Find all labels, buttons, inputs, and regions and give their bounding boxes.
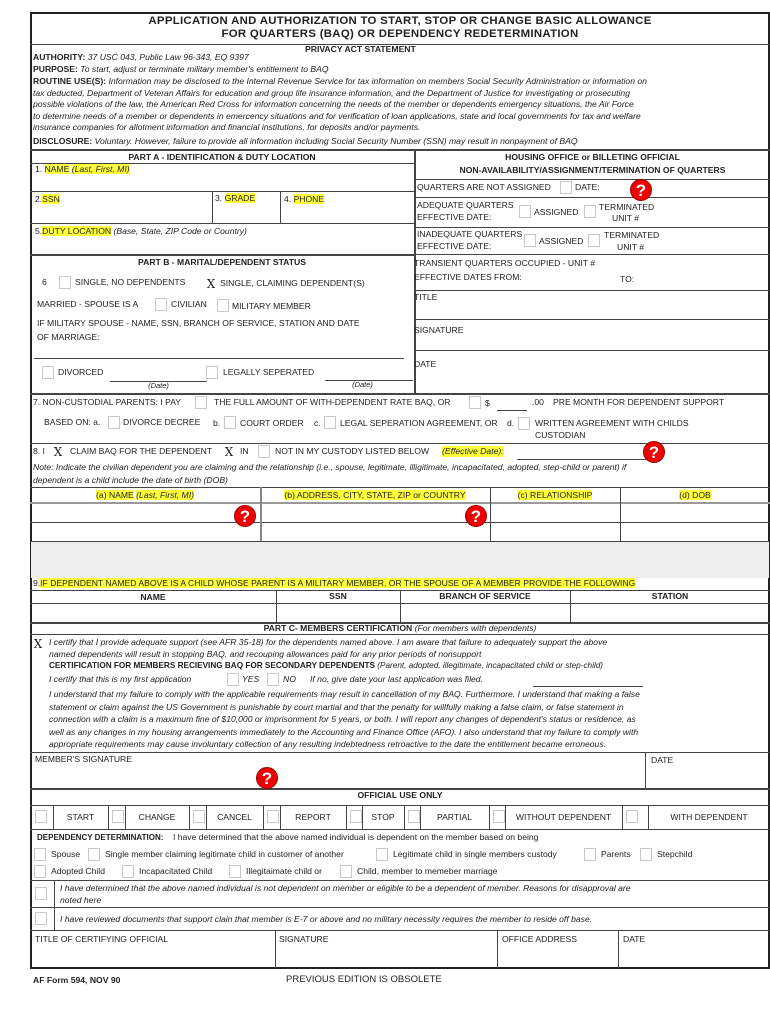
effective-date-label: (Effective Date): <box>442 446 504 456</box>
col-address-header: (b) ADDRESS, CITY, STATE, ZIP or COUNTRY <box>284 490 466 500</box>
if-no-label: If no, give date your last application was filed. <box>310 674 483 684</box>
ssn-field[interactable]: 2.SSN <box>35 194 60 204</box>
item-6-number: 6 <box>42 277 47 287</box>
col-relationship-header: (c) RELATIONSHIP <box>517 490 593 500</box>
inadequate-effective-date: EFFECTIVE DATE: <box>417 241 492 251</box>
inadequate-assigned-checkbox[interactable] <box>524 234 536 247</box>
adequate-effective-date: EFFECTIVE DATE: <box>417 212 492 222</box>
separated-date-hint: (Date) <box>352 380 373 389</box>
action-label: WITHOUT DEPENDENT <box>515 812 612 822</box>
not-dependent-line-1: I have determined that the above named individual is not dependent on member or eligible to be a dependent of member. Reasons for disapproval are <box>60 883 631 893</box>
action-checkbox[interactable] <box>267 810 279 823</box>
action-checkbox[interactable] <box>112 810 124 823</box>
not-dependent-line-2: noted here <box>60 895 102 905</box>
dependency-basis-checkbox[interactable] <box>376 848 388 861</box>
action-label: PARTIAL <box>436 812 473 822</box>
secondary-cert: CERTIFICATION FOR MEMBERS RECIEVING BAQ FOR SECONDARY DEPENDENTS (Parent, adopted, illegitimate, incapacitated child or step-child) <box>49 661 604 670</box>
housing-title-field[interactable]: TITLE <box>414 292 438 302</box>
option-c: c. <box>314 418 321 428</box>
civilian-checkbox[interactable] <box>155 298 167 311</box>
adequate-assigned-checkbox[interactable] <box>519 205 531 218</box>
full-amount-checkbox[interactable] <box>195 396 207 409</box>
not-assigned-checkbox[interactable] <box>560 181 572 194</box>
member-signature-field[interactable]: MEMBER'S SIGNATURE <box>35 754 132 764</box>
help-marker-icon[interactable]: ? <box>256 767 278 789</box>
grade-field[interactable]: 3. GRADE <box>215 193 256 203</box>
effective-to-label: TO: <box>620 274 635 284</box>
action-checkbox[interactable] <box>350 810 362 823</box>
military-member-checkbox[interactable] <box>217 299 229 312</box>
action-label: WITH DEPENDENT <box>670 812 748 822</box>
housing-header: HOUSING OFFICE or BILLETING OFFICIAL <box>505 152 680 162</box>
member-date-field[interactable]: DATE <box>651 755 674 765</box>
action-label: CANCEL <box>217 812 252 822</box>
dependency-basis-label: Stepchild <box>657 849 693 859</box>
not-assigned-label: QUARTERS ARE NOT ASSIGNED <box>417 182 551 192</box>
single-no-dependents-checkbox[interactable] <box>59 276 71 289</box>
action-label: STOP <box>371 812 395 822</box>
item9-col-ssn: SSN <box>329 591 347 601</box>
dependency-basis-checkbox[interactable] <box>584 848 596 861</box>
help-marker-icon[interactable]: ? <box>234 505 256 527</box>
understanding-paragraph: I understand that my failure to comply with the applicable requirements may result in cancellation of my BAQ. Furthermore, I understand that making a false statement or claim against the US Government is punishable by court martial and that the penalty for willfully making a false claim, or false statement in connection with a claim is a maximum fine of $10,000 or imprisonment for 5 years, or both. I will report any changes of dependent's status or residence, as well as any changes in my housing arrangements immediately to the Accounting and Finance Office (AFO). I also understand that my failure to comply with appropriate requirements may cause involuntary collection of any resulting indebtedness retroactive to the date the entitlement became erroneous. <box>49 689 640 750</box>
gray-band <box>31 542 769 578</box>
inadequate-label: INADEQUATE QUARTERS <box>417 229 523 239</box>
part-b-header: PART B - MARITAL/DEPENDENT STATUS <box>138 257 306 267</box>
first-application-label: I certify that this is my first application <box>49 674 192 684</box>
no-checkbox[interactable] <box>267 673 279 686</box>
not-dependent-checkbox[interactable] <box>35 887 47 900</box>
item-9-label: 9.IF DEPENDENT NAMED ABOVE IS A CHILD WHOSE PARENT IS A MILITARY MEMBER, OR THE SPOUSE OF A MEMBER PROVIDE THE FOLLOWING <box>33 578 636 588</box>
help-marker-icon[interactable]: ? <box>643 441 665 463</box>
based-on-label: BASED ON: a. <box>44 417 101 427</box>
court-order-checkbox[interactable] <box>224 416 236 429</box>
item9-entry-row[interactable] <box>31 604 769 622</box>
action-label: REPORT <box>295 812 331 822</box>
action-checkbox[interactable] <box>626 810 638 823</box>
written-agreement-checkbox[interactable] <box>518 417 530 430</box>
divorce-decree-label: DIVORCE DECREE <box>123 417 201 427</box>
note-line-1: Note: Indicate the civilian dependent you are claiming and the relationship (i.e., spouse, legitimate, illigitimate, incapacitated, adopted, step-child or parent) if <box>33 462 627 472</box>
housing-subheader: NON-AVAILABILITY/ASSIGNMENT/TERMINATION OF QUARTERS <box>459 165 726 175</box>
dollar-amount-checkbox[interactable] <box>469 396 481 409</box>
housing-signature-field[interactable]: SIGNATURE <box>414 325 464 335</box>
help-marker-icon[interactable]: ? <box>630 179 652 201</box>
certify-line-2: named dependents will result in stopping BAQ, and recouping allowances paid for any prior periods of nonsupport <box>49 649 482 659</box>
name-field[interactable]: 1. NAME (Last, First, MI) <box>35 164 130 174</box>
office-address-field[interactable]: OFFICE ADDRESS <box>502 934 577 944</box>
action-label: CHANGE <box>138 812 176 822</box>
title-line-1: APPLICATION AND AUTHORIZATION TO START, STOP OR CHANGE BASIC ALLOWANCE <box>148 15 652 27</box>
dependency-basis-label: Legitimate child in single members custody <box>393 849 557 859</box>
title-line-2: FOR QUARTERS (BAQ) OR DEPENDENCY REDETERMINATION <box>221 28 579 40</box>
note-line-2: dependent is a child include the date of birth (DOB) <box>33 475 228 485</box>
item-8-label: 8. I <box>33 446 45 456</box>
custodian-label: CUSTODIAN <box>535 430 586 440</box>
col-dob-header: (d) DOB <box>679 490 711 500</box>
dependency-basis-checkbox[interactable] <box>122 865 134 878</box>
single-claiming-label: SINGLE, CLAIMING DEPENDENT(S) <box>220 278 365 288</box>
military-member-label: MILITARY MEMBER <box>232 301 311 311</box>
divorced-label: DIVORCED <box>58 367 104 377</box>
purpose: PURPOSE: To start, adjust or terminate military member's entitlement to BAQ <box>33 64 329 74</box>
form-title <box>30 15 770 41</box>
marriage-label: OF MARRIAGE: <box>37 332 100 342</box>
certify-line-1: I certify that I provide adequate support (see AFR 35-18) for the dependents named above. I am aware that failure to adequately support the above <box>49 637 608 647</box>
legal-separation-checkbox[interactable] <box>324 416 336 429</box>
written-agreement-label: WRITTEN AGREEMENT WITH CHILDS <box>535 418 689 428</box>
adequate-unit-label: UNIT # <box>612 213 640 223</box>
dependency-basis-label: Illegitaimate child or <box>246 866 322 876</box>
adequate-assigned-label: ASSIGNED <box>534 207 579 217</box>
col-name-header: (a) NAME (Last, First, MI) <box>96 490 194 500</box>
certify-checkbox[interactable]: X <box>33 637 43 651</box>
part-a-header: PART A - IDENTIFICATION & DUTY LOCATION <box>128 152 316 162</box>
divorced-checkbox[interactable] <box>42 366 54 379</box>
action-label: START <box>66 812 95 822</box>
housing-date-field[interactable]: DATE <box>414 359 437 369</box>
item9-col-name: NAME <box>140 592 166 602</box>
not-in-custody-checkbox[interactable] <box>258 445 270 458</box>
certifying-title-field[interactable]: TITLE OF CERTIFYING OFFICIAL <box>35 934 169 944</box>
dollar-sign: $ <box>485 398 490 408</box>
dependency-basis-label: Spouse <box>51 849 81 859</box>
divorce-decree-checkbox[interactable] <box>108 416 120 429</box>
single-no-dependents-label: SINGLE, NO DEPENDENTS <box>75 277 186 287</box>
action-checkbox[interactable] <box>408 810 420 823</box>
reviewed-statement: I have reviewed documents that support clain that member is E-7 or above and no military necessity requires the member to reside off base. <box>60 914 593 924</box>
yes-checkbox[interactable] <box>227 673 239 686</box>
item9-col-branch: BRANCH OF SERVICE <box>439 591 531 601</box>
in-custody-checkbox[interactable]: X <box>224 445 234 459</box>
routine-use: ROUTINE USE(S): Information may be disclosed to the Internal Revenue Service for tax information on members Social Security Administration or information on tax deducted, Department of Veteran Affairs for education and group life insurance information, and the Department of Justice for investigating or prosecuting possible violations of the law, the American Red Cross for information concerning the needs of the member or dependents emergency situations, the Air Force to determine needs of a member or dependents in emercency situations and for verification of loan applications, state and local governments for tax and welfare insurance companies for allotment information and financial institutions, for deposits and/or payments. <box>33 76 647 133</box>
divorced-date-hint: (Date) <box>148 381 169 390</box>
transient-label: TRANSIENT QUARTERS OCCUPIED - UNIT # <box>414 258 595 268</box>
dependency-basis-checkbox[interactable] <box>229 865 241 878</box>
dependency-basis-checkbox[interactable] <box>640 848 652 861</box>
item9-col-station: STATION <box>651 591 689 601</box>
dependency-determination: DEPENDENCY DETERMINATION: I have determined that the above named individual is dependent on the member based on being <box>37 832 539 842</box>
option-b: b. <box>213 418 221 428</box>
form-number: AF Form 594, NOV 90 <box>33 975 121 985</box>
dependency-basis-checkbox[interactable] <box>34 865 46 878</box>
adequate-terminated-checkbox[interactable] <box>584 205 596 218</box>
official-use-header: OFFICIAL USE ONLY <box>357 790 443 800</box>
legally-separated-checkbox[interactable] <box>206 366 218 379</box>
duty-location-field[interactable]: 5.DUTY LOCATION (Base, State, ZIP Code or Country) <box>35 226 247 236</box>
option-d: d. <box>507 418 515 428</box>
per-month-label: PRE MONTH FOR DEPENDENT SUPPORT <box>553 397 725 407</box>
in-custody-label: IN <box>240 446 249 456</box>
claim-label: CLAIM BAQ FOR THE DEPENDENT <box>70 446 213 456</box>
privacy-heading: PRIVACY ACT STATEMENT <box>305 44 416 54</box>
authority: AUTHORITY: 37 USC 043, Public Law 96-343, EQ 9397 <box>33 52 249 62</box>
married-label: MARRIED - SPOUSE IS A <box>37 299 139 309</box>
dependency-basis-checkbox[interactable] <box>34 848 46 861</box>
cents-label: .00 <box>532 397 544 407</box>
full-amount-label: THE FULL AMOUNT OF WITH-DEPENDENT RATE BAQ, OR <box>214 397 451 407</box>
dependency-basis-label: Parents <box>601 849 631 859</box>
dependent-row-1[interactable] <box>31 503 769 522</box>
disclosure: DISCLOSURE: Voluntary. However, failure to provide all information including Social Security Number (SSN) may result in nonpayment of BAQ <box>33 136 578 146</box>
military-spouse-label: IF MILITARY SPOUSE - NAME, SSN, BRANCH OF SERVICE, STATION AND DATE <box>37 318 360 328</box>
inadequate-terminated-label: TERMINATED <box>604 230 660 240</box>
dependency-basis-label: Adopted Child <box>51 866 105 876</box>
dependency-basis-label: Child, member to memeber marriage <box>357 866 498 876</box>
adequate-terminated-label: TERMINATED <box>599 202 655 212</box>
dependency-basis-checkbox[interactable] <box>88 848 100 861</box>
inadequate-terminated-checkbox[interactable] <box>588 234 600 247</box>
obsolete-notice: PREVIOUS EDITION IS OBSOLETE <box>286 974 442 985</box>
not-in-custody-label: NOT IN MY CUSTODY LISTED BELOW <box>275 446 430 456</box>
dependency-basis-label: Incapacitated Child <box>139 866 213 876</box>
adequate-label: ADEQUATE QUARTERS <box>417 200 514 210</box>
claim-checkbox[interactable]: X <box>53 445 63 459</box>
action-checkbox[interactable] <box>35 810 47 823</box>
item-7-label: 7. NON-CUSTODIAL PARENTS: I PAY <box>33 397 182 407</box>
dependent-row-2[interactable] <box>31 523 769 541</box>
phone-field[interactable]: 4. PHONE <box>284 194 325 204</box>
certifying-signature-field[interactable]: SIGNATURE <box>279 934 329 944</box>
inadequate-unit-label: UNIT # <box>617 242 645 252</box>
yes-label: YES <box>242 674 260 684</box>
action-checkbox[interactable] <box>493 810 505 823</box>
single-claiming-checkbox[interactable]: X <box>206 277 216 291</box>
effective-from-label: EFFECTIVE DATES FROM: <box>414 272 522 282</box>
help-marker-icon[interactable]: ? <box>465 505 487 527</box>
dependency-basis-checkbox[interactable] <box>340 865 352 878</box>
civilian-label: CIVILIAN <box>171 299 207 309</box>
court-order-label: COURT ORDER <box>240 418 304 428</box>
reviewed-checkbox[interactable] <box>35 912 47 925</box>
inadequate-assigned-label: ASSIGNED <box>539 236 584 246</box>
legally-separated-label: LEGALLY SEPERATED <box>223 367 315 377</box>
legal-separation-label: LEGAL SEPERATION AGREEMENT, OR <box>340 418 498 428</box>
not-assigned-date-label: DATE: <box>575 182 600 192</box>
part-c-header: PART C- MEMBERS CERTIFICATION (For members with dependents) <box>263 623 537 633</box>
dependency-basis-label: Single member claiming legitimate child in customer of another <box>105 849 344 859</box>
certifying-date-field[interactable]: DATE <box>623 934 646 944</box>
no-label: NO <box>283 674 296 684</box>
action-checkbox[interactable] <box>193 810 205 823</box>
